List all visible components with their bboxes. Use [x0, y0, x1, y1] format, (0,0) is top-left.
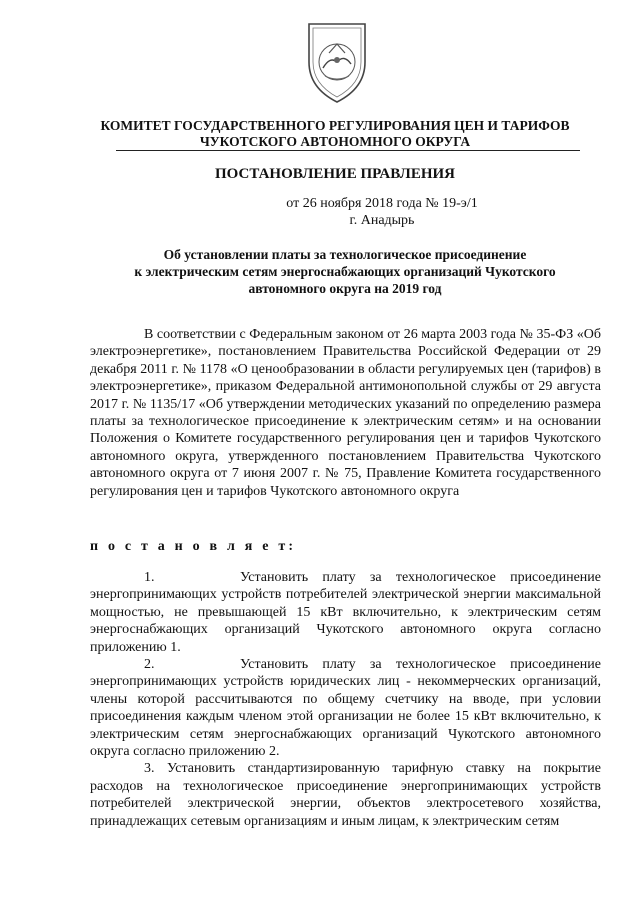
coat-of-arms-emblem — [299, 18, 375, 106]
subject-line2: к электрическим сетям энергоснабжающих организаций Чукотского — [134, 264, 556, 279]
item-text: Установить плату за технологическое присоединение энергопринимающих устройств потребителей электрической энергии максимальной мощностью, не превышающей 15 кВт включительно, к электрическим сетям энергоснабжающих организаций Чукотского автономного округа согласно приложению 1. — [90, 570, 601, 655]
resolution-item-3 — [90, 760, 601, 830]
preamble-paragraph: В соответствии с Федеральным законом от 26 марта 2003 года № 35-ФЗ «Об электроэнергетике», постановлением Правительства Российской Федерации от 29 декабря 2011 г. № 1178 «О ценообразовании в области регулируемых цен (тарифов) в электроэнергетике», приказом Федеральной антимонопольной службы от 29 августа 2017 г. № 1135/17 «Об утверждении методических указаний по определению размера платы за технологическое присоединение к электрическим сетям» и на основании Положения о Комитете государственного регулирования цен и тарифов Чукотского автономного округа, утвержденного постановлением Правительства Чукотского автономного округа от 7 июня 2007 г. № 75, Правление Комитета государственного регулирования цен и тарифов Чукотского автономного округа — [90, 327, 601, 499]
organization-name-line2: ЧУКОТСКОГО АВТОНОМНОГО ОКРУГА — [199, 134, 471, 149]
date-and-number: от 26 ноября 2018 года № 19-э/1 — [286, 196, 478, 211]
item-text: Установить стандартизированную тарифную ставку на покрытие расходов на технологическое присоединение энергопринимающих устройств потребителей электрической энергии, объектов электросетевого хозяйства, принадлежащих сетевым организациям и иным лицам, к электрическим сетям — [90, 761, 601, 829]
document-subject — [100, 246, 590, 297]
item-text: Установить плату за технологическое присоединение энергопринимающих устройств юридических лиц - некоммерческих организаций, члены которой рассчитываются по общему счетчику на вводе, при условии присоединения каждым членом этой организации не более 15 кВт включительно, к электрическим сетям энергоснабжающих организаций Чукотского автономного округа согласно приложению 2. — [90, 657, 601, 760]
resolution-item-1 — [90, 569, 601, 656]
document-type-title: ПОСТАНОВЛЕНИЕ ПРАВЛЕНИЯ — [214, 166, 455, 182]
subject-line3: автономного округа на 2019 год — [248, 281, 442, 296]
preamble-block — [90, 326, 601, 500]
place-of-issue: г. Анадырь — [349, 213, 415, 228]
item-number: 2. — [144, 657, 155, 673]
subject-line1: Об установлении платы за технологическое присоединение — [163, 247, 527, 262]
header-divider — [116, 150, 580, 151]
decree-word: п о с т а н о в л я е т: — [90, 539, 297, 554]
organization-name-line1: КОМИТЕТ ГОСУДАРСТВЕННОГО РЕГУЛИРОВАНИЯ ЦЕН И ТАРИФОВ — [100, 118, 570, 133]
item-number: 3. — [144, 761, 155, 777]
item-number: 1. — [144, 570, 155, 585]
resolution-item-2 — [90, 656, 601, 760]
resolution-items — [90, 569, 601, 830]
